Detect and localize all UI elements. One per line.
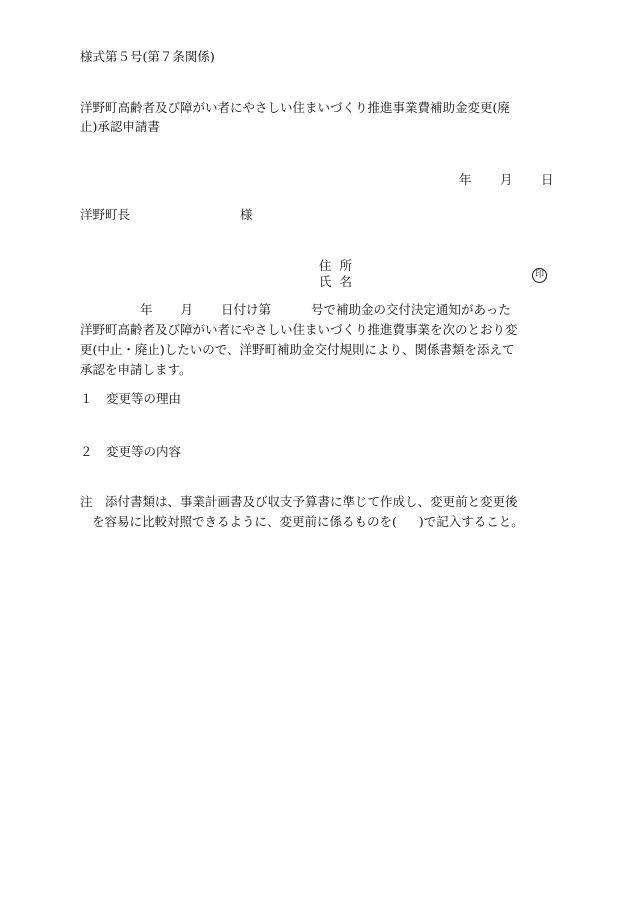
item-change-reason <box>80 389 181 407</box>
seal-mark-icon: 印 <box>532 268 547 283</box>
body-line-2: 洋野町高齢者及び障がい者にやさしい住まいづくり推進費事業を次のとおり変 <box>80 322 518 337</box>
date-year-label: 年 <box>459 172 472 187</box>
item-number: ２ <box>80 444 93 459</box>
note-prefix: 注 <box>80 494 93 509</box>
applicant-address-label: 住所 <box>319 258 361 273</box>
body-dated-label: 日付け第 <box>221 302 272 317</box>
body-line-3: 更(中止・廃止)したいので、洋野町補助金交付規則により、関係書類を添えて <box>80 342 515 357</box>
body-line-1 <box>80 300 552 320</box>
application-body-text <box>80 300 552 380</box>
applicant-name-label: 氏名 <box>319 274 361 289</box>
note-line-1 <box>80 492 552 512</box>
body-line-4: 承認を申請します。 <box>80 362 192 377</box>
addressee-name: 洋野町長 <box>80 207 131 222</box>
body-line-1-rest: 号で補助金の交付決定通知があった <box>311 302 511 317</box>
addressee-honorific: 様 <box>240 207 253 222</box>
note-text-1: 添付書類は、事業計画書及び収支予算書に準じて作成し、変更前と変更後 <box>105 494 518 509</box>
form-title <box>80 98 552 136</box>
form-number: 様式第５号(第７条関係) <box>80 49 215 64</box>
body-month-label: 月 <box>180 302 194 317</box>
note-section <box>80 492 552 532</box>
item-label: 変更等の理由 <box>106 391 182 406</box>
date-month-label: 月 <box>500 172 513 187</box>
item-number: １ <box>80 391 93 406</box>
body-year-label: 年 <box>140 302 153 317</box>
form-title-line-1: 洋野町高齢者及び障がい者にやさしい住まいづくり推進事業費補助金変更(廃 <box>80 100 510 115</box>
form-title-line-2: 止)承認申請書 <box>80 119 160 134</box>
item-label: 変更等の内容 <box>106 444 182 459</box>
note-text-2a: を容易に比較対照できるように、変更前に係るものを( <box>92 514 397 529</box>
note-text-2b: )で記入すること。 <box>418 514 524 529</box>
item-change-content <box>80 442 181 460</box>
note-line-2 <box>80 512 552 532</box>
date-day-label: 日 <box>541 172 554 187</box>
